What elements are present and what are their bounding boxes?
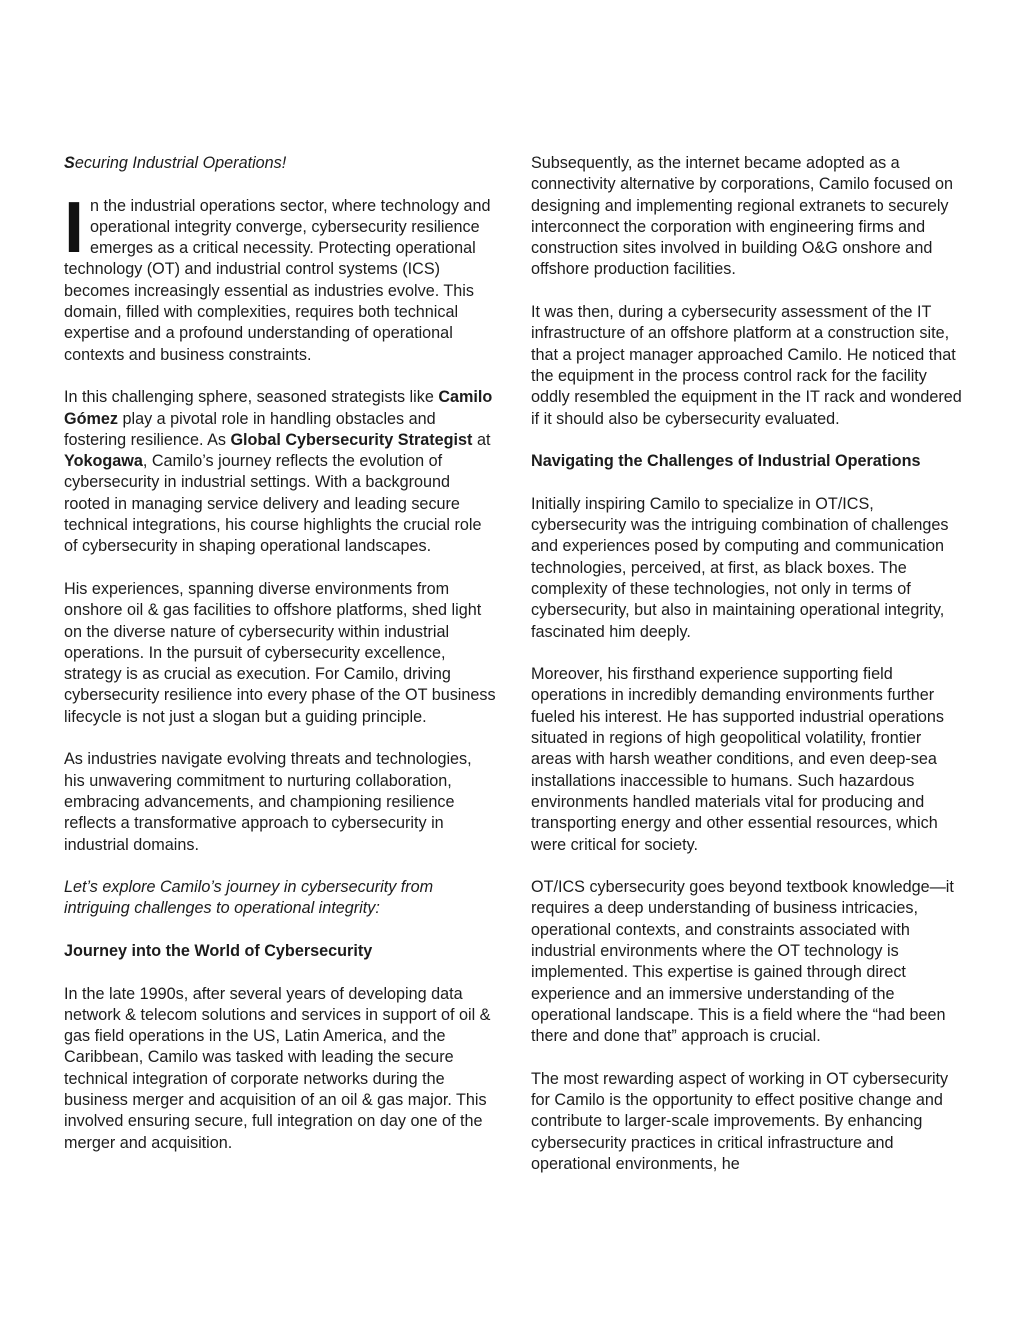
paragraph-inspiring: Initially inspiring Camilo to specialize in OT/ICS, cybersecurity was the intriguing combination of challenges and experiences posed by computing and communication technologies, perceived, at first, as black boxes. The complexity of these technologies, not only in terms of cybersecurity, but also in maintaining operational integrity, fascinated him deeply. xyxy=(531,494,949,641)
p2-a: In this challenging sphere, seasoned strategists like xyxy=(64,388,439,407)
paragraph-internet: Subsequently, as the internet became adopted as a connectivity alternative by corporations, Camilo focused on designing and implementing regional extranets to securely interconnect the corporation with engineering firms and construction sites involved in building O&G onshore and offshore production facilities. xyxy=(531,154,953,279)
kicker xyxy=(64,153,496,174)
intro-paragraph xyxy=(64,187,496,366)
section-heading-challenges: Navigating the Challenges of Industrial Operations xyxy=(531,452,921,471)
paragraph-experiences: His experiences, spanning diverse environments from onshore oil & gas facilities to offshore platforms, shed light on the diverse nature of cybersecurity within industrial operations. In the pursuit of cybersecurity excellence, strategy is as crucial as execution. For Camilo, driving cybersecurity resilience into every phase of the OT business lifecycle is not just a slogan but a guiding principle. xyxy=(64,579,496,726)
paragraph-field-operations: Moreover, his firsthand experience supporting field operations in incredibly demanding environments further fueled his interest. He has supported industrial operations situated in regions of high geopolitical volatility, frontier areas with harsh weather conditions, and even deep-sea installations inaccessible to humans. Such hazardous environments handled materials vital for producing and transporting energy and other essential resources, which were critical for society. xyxy=(531,665,945,854)
job-title: Global Cybersecurity Strategist xyxy=(230,430,473,449)
paragraph-rewarding: The most rewarding aspect of working in OT cybersecurity for Camilo is the opportunity to effect positive change and contribute to larger-scale improvements. By enhancing cybersecurity practices in critical infrastructure and operational environments, he xyxy=(531,1069,949,1173)
p2-c: play a pivotal role in handling obstacles and fostering resilience. As xyxy=(64,409,436,449)
kicker-initial: S xyxy=(64,154,75,172)
company-name: Yokogawa xyxy=(64,452,143,471)
kicker-text: ecuring Industrial Operations! xyxy=(74,154,287,172)
paragraph-strategist xyxy=(64,387,496,557)
intro-text: n the industrial operations sector, where technology and operational integrity converge, cybersecurity resilience emerges as a critical necessity. Protecting operational technology (OT) and industrial control systems (ICS) becomes increasingly essential as industries evolve. This domain, filled with complexities, requires both technical expertise and a profound understanding of operational contexts and business constraints. xyxy=(64,196,491,364)
paragraph-industries: As industries navigate evolving threats and technologies, his unwavering commitment to nurturing collaboration, embracing advancements, and championing resilience reflects a transformative approach to cybersecurity in industrial domains. xyxy=(64,750,472,854)
paragraph-late-1990s: In the late 1990s, after several years of developing data network & telecom solutions and services in support of oil & gas field operations in the US, Latin America, and the Caribbean, Camilo was tasked with leading the secure technical integration of corporate networks during the business merger and acquisition of an oil & gas major. This involved ensuring secure, full integration on day one of the merger and acquisition. xyxy=(64,984,491,1152)
p2-d: at xyxy=(472,430,491,449)
paragraph-explore: Let’s explore Camilo’s journey in cybersecurity from intriguing challenges to operational integrity: xyxy=(64,878,434,918)
section-heading-journey: Journey into the World of Cybersecurity xyxy=(64,941,373,960)
right-column xyxy=(531,153,963,1197)
paragraph-beyond-textbook: OT/ICS cybersecurity goes beyond textbook knowledge—it requires a deep understanding of business intricacies, operational contexts, and constraints associated with industrial environments where the OT technology is implemented. This expertise is gained through direct experience and an immersive understanding of the operational landscape. This is a field where the “had been there and done that” approach is crucial. xyxy=(531,878,954,1046)
p2-e: , Camilo’s journey reflects the evolution of cybersecurity in industrial settings. With a background rooted in managing service delivery and leading secure technical integrations, his course highlights the crucial role of cybersecurity in shaping operational landscapes. xyxy=(64,452,482,556)
name-camilo: Camilo Gómez xyxy=(64,388,493,428)
drop-cap: I xyxy=(64,187,85,268)
paragraph-assessment: It was then, during a cybersecurity assessment of the IT infrastructure of an offshore platform at a construction site, that a project manager approached Camilo. He noticed that the equipment in the process control rack for the facility oddly resembled the equipment in the IT rack and wondered if it should also be cybersecurity evaluated. xyxy=(531,303,962,428)
left-column xyxy=(64,153,496,1175)
